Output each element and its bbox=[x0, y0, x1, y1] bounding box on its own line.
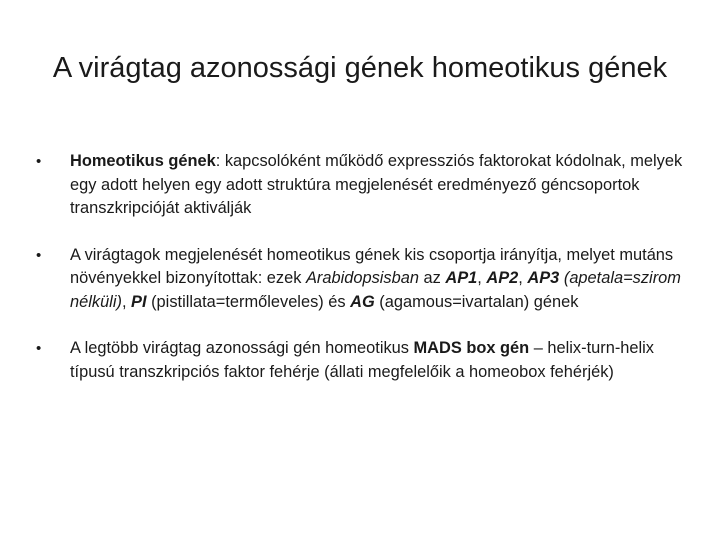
bullet-text: – helix-turn-helix típusú transzkripciós faktor fehérje (állati megfelelőik a homeobox fehérjék) bbox=[70, 339, 654, 381]
term-mads-box-gene: MADS box gén bbox=[413, 339, 530, 357]
gene-ag: AG bbox=[350, 292, 375, 311]
bullet-marker: • bbox=[36, 153, 42, 170]
bullet-text: A legtöbb virágtag azonossági gén homeotikus bbox=[70, 339, 414, 357]
gene-pi: PI bbox=[131, 292, 147, 311]
bullet-text: , bbox=[121, 292, 132, 311]
bullet-item-mads-box bbox=[36, 337, 686, 384]
bullet-marker: • bbox=[36, 246, 42, 264]
bullet-text: (pistillata=termőleveles) és bbox=[146, 292, 351, 311]
gene-ap1: AP1 bbox=[445, 269, 478, 287]
bullet-text: A virágtagok megjelenését homeotikus gének kis csoportja irányítja, melyet mutáns növényekkel bizonyítottak: ezek bbox=[70, 245, 674, 287]
bullet-text: : kapcsolóként működő expressziós faktorokat kódolnak, melyek egy adott helyen egy adott struktúra megjelenését eredményező géncsoportok transzkripcióját aktiválják bbox=[70, 152, 683, 217]
bullet-text: az bbox=[418, 269, 446, 287]
bullet-text: (agamous=ivartalan) gének bbox=[374, 292, 579, 311]
bullet-list bbox=[36, 150, 686, 384]
bullet-text: , bbox=[477, 269, 487, 287]
gene-ap3: AP3 bbox=[527, 269, 560, 287]
bullet-item-homeotic-genes bbox=[36, 150, 686, 221]
slide-title: A virágtag azonossági gének homeotikus gének bbox=[52, 52, 668, 84]
bullet-marker: • bbox=[36, 340, 42, 357]
term-arabidopsis: Arabidopsisban bbox=[305, 269, 419, 287]
bullet-item-flower-organ-control bbox=[36, 244, 686, 315]
gene-ap2: AP2 bbox=[486, 269, 519, 287]
term-apetala: (apetala=szirom nélküli) bbox=[70, 269, 681, 311]
bullet-text: , bbox=[518, 269, 528, 287]
term-homeotic-genes: Homeotikus gének bbox=[70, 152, 216, 170]
